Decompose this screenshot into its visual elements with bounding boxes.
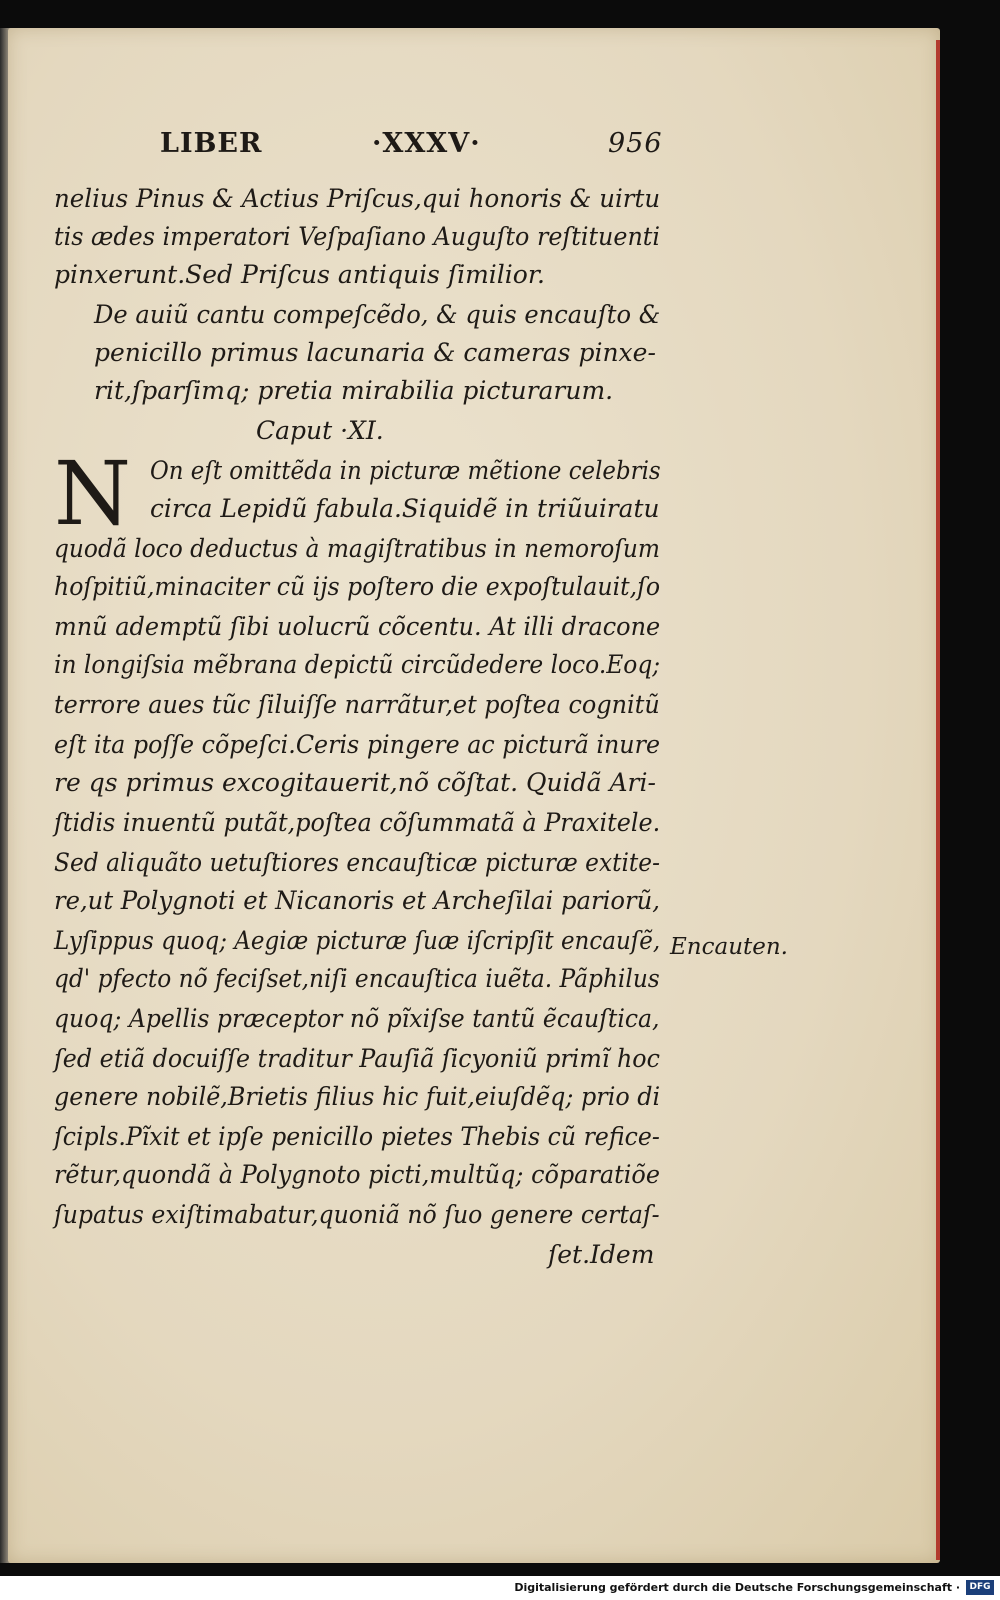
text-line: ſupatus exiſtimabatur,quoniã nõ ſuo genere certaſ- — [54, 1200, 660, 1229]
text-line: qd' pfecto nõ feciſset,niſi encauſtica iuẽta. Pãphilus — [54, 964, 660, 993]
text-line: tis ædes imperatori Veſpaſiano Auguſto reſtituenti — [54, 222, 661, 251]
footer-credit: Digitalisierung gefördert durch die Deutsche Forschungsgemeinschaft · — [514, 1581, 960, 1594]
text-line: genere nobilẽ,Brietis filius hic fuit,eiuſdẽq; prio di — [54, 1082, 661, 1111]
page-red-edge — [936, 40, 940, 1560]
chapter-summary-line: De auiũ cantu compeſcẽdo, & quis encauſto & — [94, 300, 661, 329]
text-line: ſed etiã docuiſſe traditur Pauſiã ſicyoniũ primĩ hoc — [54, 1044, 660, 1073]
chapter-heading: Caput ·XI. — [256, 416, 384, 445]
header-liber: LIBER — [160, 128, 263, 159]
text-line: Sed aliquãto uetuſtiores encauſticæ picturæ extite- — [54, 848, 660, 877]
chapter-summary-line: rit,ſparſimq; pretia mirabilia picturarum. — [94, 376, 614, 405]
text-line: terrore aues tũc ſiluiſſe narrãtur,et poſtea cognitũ — [54, 690, 660, 719]
page-number: 956 — [608, 128, 663, 159]
text-line: eſt ita poſſe cõpeſci.Ceris pingere ac picturã inure — [54, 730, 661, 759]
text-line: hoſpitiũ,minaciter cũ ijs poſtero die expoſtulauit,ſo — [54, 572, 661, 601]
text-line: circa Lepidũ fabula.Siquidẽ in triũuiratu — [150, 494, 660, 523]
text-line: pinxerunt.Sed Priſcus antiquis ſimilior. — [54, 260, 545, 289]
text-line: mnũ ademptũ ſibi uolucrũ cõcentu. At illi dracone — [54, 612, 661, 641]
text-line: ſcipls.Pĩxit et ipſe penicillo pietes Thebis cũ refice- — [54, 1122, 660, 1151]
text-line: On eſt omittẽda in picturæ mẽtione celebris — [150, 456, 661, 485]
running-header — [160, 128, 680, 168]
margin-note: Encauten. — [670, 934, 788, 960]
dfg-logo-icon: DFG — [966, 1580, 994, 1595]
text-line: re,ut Polygnoti et Nicanoris et Archeſilai pariorũ, — [54, 886, 660, 915]
digitization-footer — [0, 1576, 1000, 1600]
text-line: nelius Pinus & Actius Priſcus,qui honoris & uirtu — [54, 184, 661, 213]
text-line: quodã loco deductus à magiſtratibus in nemoroſum — [54, 534, 660, 563]
text-line: rẽtur,quondã à Polygnoto picti,multũq; cõparatiõe — [54, 1160, 660, 1189]
text-line: Lyſippus quoq; Aegiæ picturæ ſuæ iſcripſit encauſẽ, — [54, 926, 661, 955]
catchword-line: ſet.Idem — [548, 1240, 655, 1269]
chapter-summary-line: penicillo primus lacunaria & cameras pinxe- — [94, 338, 656, 367]
drop-cap: N — [54, 442, 131, 545]
text-line: quoq; Apellis præceptor nõ pĩxiſse tantũ ẽcauſtica, — [54, 1004, 660, 1033]
text-line: re qs primus excogitauerit,nõ cõſtat. Quidã Ari- — [54, 768, 656, 797]
text-line: in longiſsia mẽbrana depictũ circũdedere loco.Eoq; — [54, 650, 661, 679]
header-book-number: ·XXXV· — [372, 128, 481, 159]
text-line: ſtidis inuentũ putãt,poſtea cõſummatã à Praxitele. — [54, 808, 661, 837]
